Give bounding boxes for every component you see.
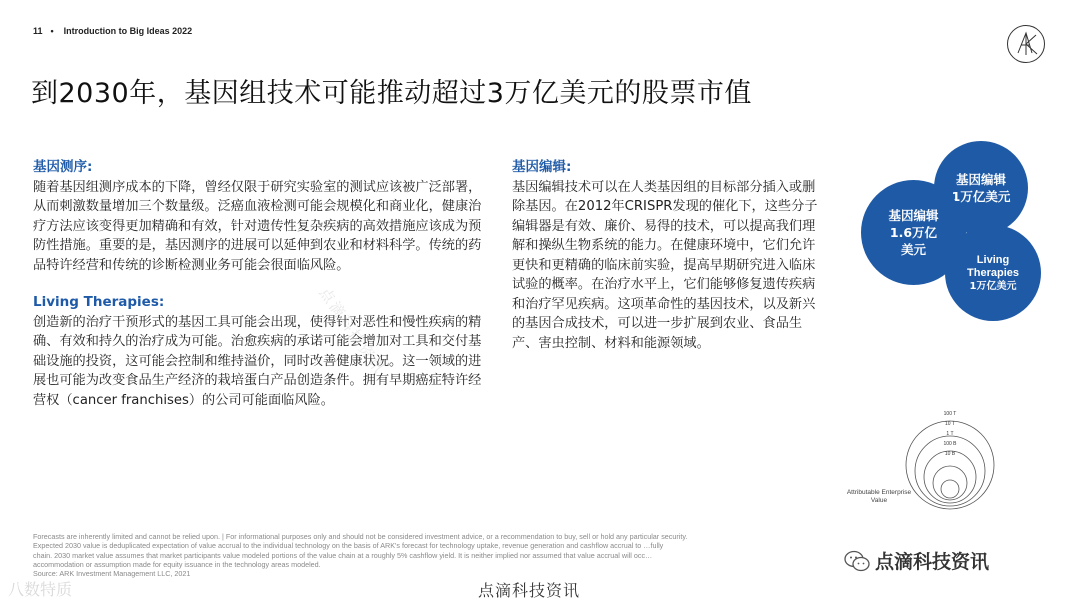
ring-10b: [941, 480, 959, 498]
ring-label: 100 T: [943, 411, 957, 417]
right-column: [512, 158, 822, 353]
bubble-value: 1万亿美元: [969, 280, 1017, 292]
ring-100b: [933, 466, 967, 500]
bubble-label: 基因编辑: [888, 208, 939, 223]
center-watermark: 点滴科技资讯: [478, 581, 581, 600]
value-bubble-living-therapies: [945, 225, 1041, 321]
footnote-line: accommodation or assumption made for equity issuance in the technology areas modeled.: [33, 559, 321, 569]
ring-label: 10 B: [944, 451, 956, 457]
slide-title: 到2030年，基因组技术可能推动超过3万亿美元的股票市值: [31, 78, 752, 109]
bubble-value: 1万亿美元: [951, 189, 1011, 204]
section-body-living-therapies: 创造新的治疗干预形式的基因工具可能会出现，使得针对恶性和慢性疾病的精确、有效和持久的治疗成为可能。治愈疾病的承诺可能会增加对工具和交付基础设施的投资，这可能会控制和维持溢价，同时改善健康状况。这一领域的进展也可能为改变食品生产经济的栽培蛋白产品创造条件。拥有早期癌症特许经营权（cancer franchises）的公司可能面临风险。: [33, 314, 482, 408]
bubble-unit: 美元: [900, 242, 926, 257]
section-heading-gene-editing: 基因编辑:: [512, 159, 572, 175]
footnote: [33, 532, 903, 578]
wechat-icon: [843, 550, 871, 572]
section-heading-living-therapies: Living Therapies:: [33, 294, 165, 310]
bubble-label: Therapies: [967, 266, 1019, 279]
footnote-source: Source: ARK Investment Management LLC, 2021: [33, 569, 191, 579]
ring-1t: [924, 451, 976, 503]
page-number: 11: [33, 26, 43, 36]
ark-logo-icon: [1006, 24, 1046, 64]
report-title: Introduction to Big Ideas 2022: [63, 26, 193, 36]
corner-watermark: 八数特质: [8, 580, 73, 599]
footnote-line: Expected 2030 value is deduplicated expectation of value accrual to the individual technology on the basis of ARK's forecast for technology uptake, revenue generation and cashflow accrual to …fully: [33, 541, 664, 551]
ring-label: 100 B: [943, 441, 957, 447]
left-column: [33, 158, 493, 410]
section-body-gene-sequencing: 随着基因组测序成本的下降，曾经仅限于研究实验室的测试应该被广泛部署，从而刺激数量增加三个数量级。泛癌血液检测可能会规模化和商业化，健康治疗方法应该变得更加精确和有效，针对遗传性复杂疾病的高效措施应该成为预防性措施。重要的是，基因测序的进展可以延伸到农业和材料科学。传统的药品特许经营和传统的诊断检测业务可能会很面临风险。: [33, 179, 482, 273]
footnote-line: Forecasts are inherently limited and cannot be relied upon. | For informational purposes only and should not be considered investment advice, or a recommendation to buy, sell or hold any particular security.: [33, 532, 688, 541]
ring-label: 10 T: [945, 421, 955, 427]
rings-caption: Attributable Enterprise Value: [846, 489, 912, 504]
slide-header: [33, 26, 192, 36]
footnote-line: chain. 2030 market value assumes that market participants value modeled portions of the value chain at a roughly 5% cashflow yield. It is neither implied nor assumed that value accrual will occ…: [33, 550, 653, 560]
section-heading-gene-sequencing: 基因测序:: [33, 159, 93, 175]
bubble-label: Living: [976, 253, 1010, 266]
enterprise-value-rings: [905, 405, 1025, 515]
section-body-gene-editing: 基因编辑技术可以在人类基因组的目标部分插入或删除基因。在2012年CRISPR发现的催化下，这些分子编辑器是有效、廉价、易得的技术，可以提高我们理解和操纵生物系统的能力。在健康环境中，它们允许更快和更精确的临床前实验，提高早期研究进入临床试验的概率。在治疗水平上，它们能够修复遗传疾病和治疗罕见疾病。这项革命性的基因技术，以及新兴的基因合成技术，可以进一步扩展到农业、食品生产、害虫控制、材料和能源领域。: [512, 179, 818, 351]
bubble-value: 1.6万亿: [889, 225, 938, 240]
diagonal-watermark: 点滴科技资讯: [315, 284, 389, 379]
header-separator: •: [50, 26, 54, 36]
wechat-watermark: [843, 547, 989, 574]
wechat-account-name: 点滴科技资讯: [875, 551, 990, 573]
ring-label: 1 T: [946, 431, 954, 437]
bubble-label: 基因编辑: [955, 172, 1006, 187]
